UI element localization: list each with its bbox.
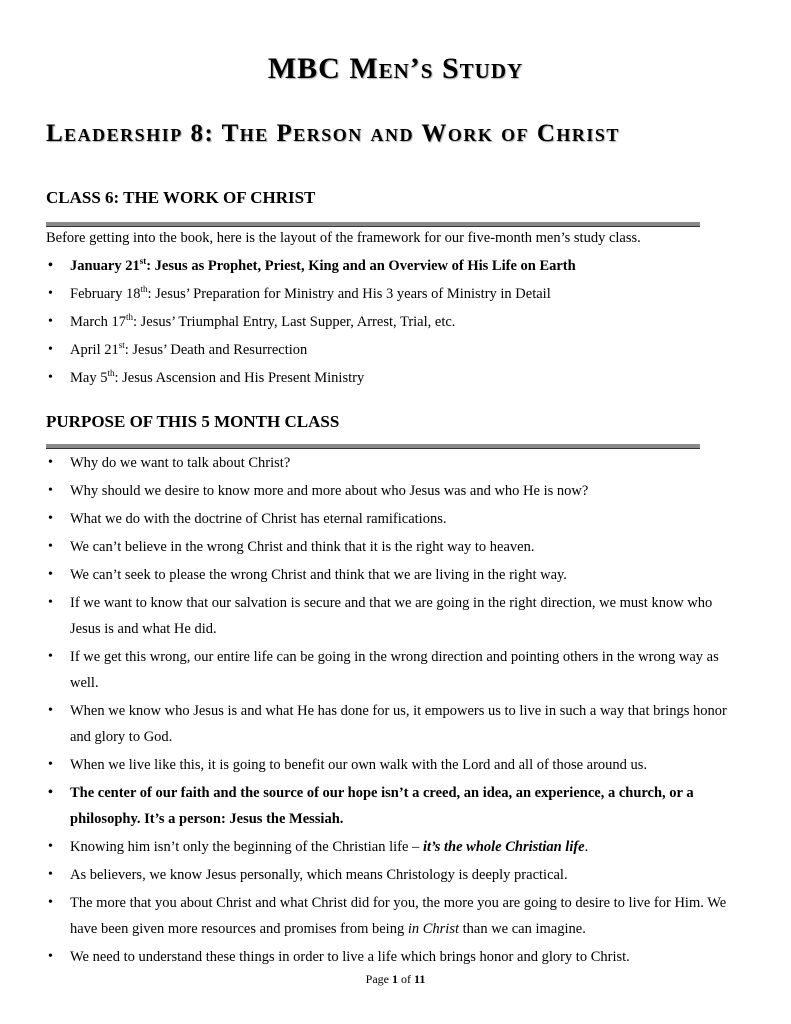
section-heading-purpose: PURPOSE OF THIS 5 MONTH CLASS xyxy=(46,412,340,431)
list-item xyxy=(46,890,746,942)
schedule-list xyxy=(46,253,746,393)
page-subtitle xyxy=(46,120,620,148)
item-text: : Jesus as Prophet, Priest, King and an Overview of His Life on Earth xyxy=(146,258,576,274)
list-item xyxy=(46,309,746,335)
list-item xyxy=(46,253,746,279)
item-text: The more that you about Christ and what Christ did for you, the more you are going to desire to live for Him. We have been given more resources and promises from being xyxy=(70,895,727,937)
list-item: • Why do we want to talk about Christ? xyxy=(46,450,746,476)
item-date: May 5 xyxy=(70,370,108,386)
item-date: March 17 xyxy=(70,314,126,330)
list-item: • If we get this wrong, our entire life can be going in the wrong direction and pointing others in the wrong way as well. xyxy=(46,644,746,696)
section-divider xyxy=(46,444,700,449)
section-heading-class6: CLASS 6: THE WORK OF CHRIST xyxy=(46,188,316,207)
list-item: • When we know who Jesus is and what He has done for us, it empowers us to live in such a way that brings honor and glory to God. xyxy=(46,698,746,750)
list-item: • If we want to know that our salvation is secure and that we are going in the right direction, we must know who Jesus is and what He did. xyxy=(46,590,746,642)
list-item xyxy=(46,281,746,307)
list-item: • The center of our faith and the source of our hope isn’t a creed, an idea, an experience, a church, or a philosophy. It’s a person: Jesus the Messiah. xyxy=(46,780,746,832)
list-item: • As believers, we know Jesus personally, which means Christology is deeply practical. xyxy=(46,862,746,888)
subtitle-main: The Person and Work of Christ xyxy=(221,120,620,147)
page-footer xyxy=(0,972,791,987)
item-date-suffix: th xyxy=(107,368,115,379)
item-emphasis: it’s the whole Christian life xyxy=(422,839,585,855)
item-emphasis: in Christ xyxy=(407,921,459,937)
list-item: • What we do with the doctrine of Christ has eternal ramifications. xyxy=(46,506,746,532)
item-date-suffix: st xyxy=(139,256,147,267)
item-text: : Jesus Ascension and His Present Ministry xyxy=(114,370,365,386)
item-date-suffix: th xyxy=(125,312,133,323)
list-item: • Why should we desire to know more and more about who Jesus was and who He is now? xyxy=(46,478,746,504)
footer-of-label: of xyxy=(397,972,414,986)
list-item: • We can’t seek to please the wrong Christ and think that we are living in the right way. xyxy=(46,562,746,588)
item-date-suffix: st xyxy=(118,340,125,351)
footer-page-total: 11 xyxy=(413,972,426,986)
list-item xyxy=(46,337,746,363)
item-text: : Jesus’ Triumphal Entry, Last Supper, Arrest, Trial, etc. xyxy=(132,314,456,330)
subtitle-prefix: Leadership 8: xyxy=(46,120,222,147)
title-prefix: MBC xyxy=(267,52,350,85)
title-main: Men’s Study xyxy=(349,52,524,85)
list-item: • We need to understand these things in order to live a life which brings honor and glory to Christ. xyxy=(46,944,746,970)
list-item: • We can’t believe in the wrong Christ and think that it is the right way to heaven. xyxy=(46,534,746,560)
list-item: • When we live like this, it is going to benefit our own walk with the Lord and all of those around us. xyxy=(46,752,746,778)
item-date-suffix: th xyxy=(140,284,148,295)
item-date: February 18 xyxy=(70,286,141,302)
item-date: April 21 xyxy=(70,342,119,358)
item-text-end: . xyxy=(584,839,589,855)
item-text: Knowing him isn’t only the beginning of the Christian life – xyxy=(70,839,423,855)
intro-paragraph: Before getting into the book, here is the layout of the framework for our five-month men’s study class. xyxy=(46,230,641,246)
footer-page-number: 1 xyxy=(391,972,398,986)
page-title xyxy=(0,52,791,86)
section-divider xyxy=(46,222,700,227)
item-text: : Jesus’ Preparation for Ministry and His 3 years of Ministry in Detail xyxy=(147,286,551,302)
item-text: : Jesus’ Death and Resurrection xyxy=(124,342,308,358)
list-item xyxy=(46,365,746,391)
list-item xyxy=(46,834,746,860)
purpose-list xyxy=(46,450,746,972)
item-date: January 21 xyxy=(70,258,140,274)
footer-page-label: Page xyxy=(365,972,392,986)
item-text-end: than we can imagine. xyxy=(459,921,586,937)
